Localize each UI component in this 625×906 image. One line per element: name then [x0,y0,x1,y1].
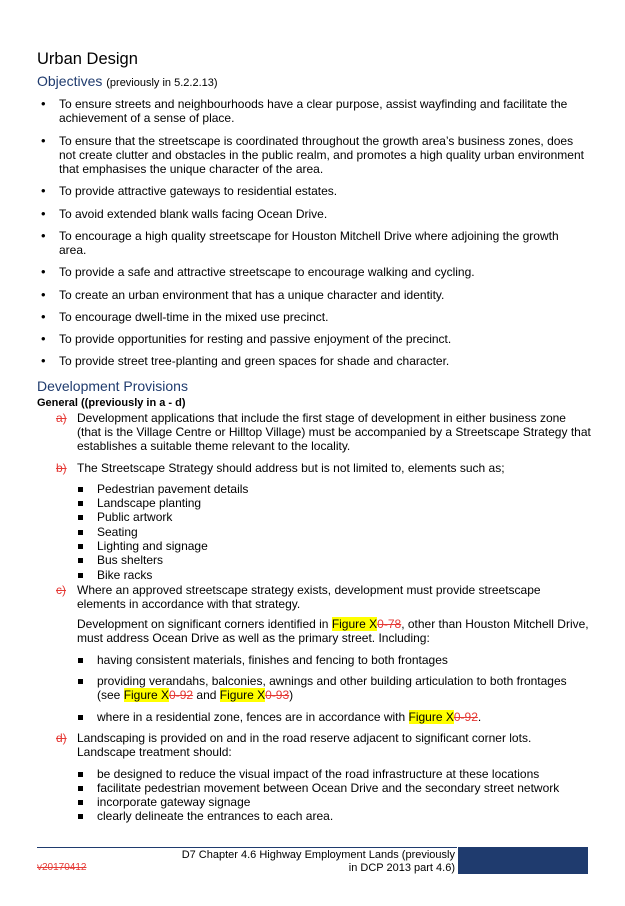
provision-letter: d) [56,731,67,745]
figure-reference[interactable]: Figure X [331,617,378,631]
provision-c [56,583,592,611]
footer-color-bar [458,847,588,874]
list-text: providing verandahs, balconies, awnings and other building articulation to both frontages (see [97,674,567,702]
section-heading: Urban Design [37,50,138,68]
footer-divider [37,847,457,848]
list-item: Lighting and signage [97,539,592,553]
objective-item: • To ensure that the streetscape is coordinated throughout the growth area’s business zones, does not create clutter and obstacles in the public realm, and promotes a high quality urban environment that emphasises the unique character of the area. [59,134,589,176]
deleted-text: 0-78 [377,617,402,631]
provision-text: Development applications that include the first stage of development in either business zone (that is the Village Centre or Hilltop Village) must be accompanied by a Streetscape Strategy that establishes a suitable theme relevant to the locality. [77,411,591,453]
list-item: facilitate pedestrian movement between Ocean Drive and the secondary street network [97,781,592,795]
list-text: . [477,710,482,724]
list-item: Public artwork [97,510,592,524]
list-text: where in a residential zone, fences are in accordance with [97,710,409,724]
provision-a [56,411,592,453]
footer-line-1: D7 Chapter 4.6 Highway Employment Lands (previously [181,849,455,861]
objective-item: • To encourage dwell-time in the mixed use precinct. [59,310,589,324]
footer-line-2: in DCP 2013 part 4.6) [348,862,455,874]
provision-text: The Streetscape Strategy should address but is not limited to, elements such as; [77,461,505,475]
objectives-title: Objectives [37,73,103,89]
list-item: be designed to reduce the visual impact of the road infrastructure at these locations [97,767,592,781]
objectives-note: (previously in 5.2.2.13) [106,77,218,89]
footer-version: v20170412 [37,862,87,873]
objective-item: • To provide attractive gateways to residential estates. [59,184,589,198]
list-text: ) [289,688,294,702]
list-text: and [193,688,220,702]
list-item: clearly delineate the entrances to each area. [97,809,592,823]
list-item: Seating [97,525,592,539]
list-item: Pedestrian pavement details [97,482,592,496]
objective-item: • To create an urban environment that has a unique character and identity. [59,288,589,302]
objective-item: • To provide street tree-planting and green spaces for shade and character. [59,354,589,368]
provisions-heading: Development Provisions [37,378,188,394]
deleted-text: 0-93 [265,688,290,702]
general-subheading: General ((previously in a - d) [37,397,186,409]
list-item: Bike racks [97,568,592,582]
deleted-text: 0-92 [453,710,478,724]
provision-text: Landscaping is provided on and in the road reserve adjacent to significant corner lots. Landscape treatment should: [77,731,532,759]
provision-text: Where an approved streetscape strategy exists, development must provide streetscape elements in accordance with that strategy. [77,583,541,611]
figure-reference[interactable]: Figure X [408,710,454,724]
provision-b [56,461,592,475]
objectives-heading [37,73,218,89]
list-item [97,710,592,724]
provision-d [56,731,592,759]
figure-reference[interactable]: Figure X [123,688,170,702]
objective-item: • To ensure streets and neighbourhoods have a clear purpose, assist wayfinding and facilitate the achievement of a sense of place. [59,97,589,125]
objective-item: • To avoid extended blank walls facing Ocean Drive. [59,207,589,221]
provision-letter: a) [56,411,67,425]
objective-item: • To provide opportunities for resting and passive enjoyment of the precinct. [59,332,589,346]
list-item [97,674,592,702]
list-item: having consistent materials, finishes and fencing to both frontages [97,653,592,667]
list-item: incorporate gateway signage [97,795,592,809]
objective-item: • To encourage a high quality streetscape for Houston Mitchell Drive where adjoining the growth area. [59,229,589,257]
paragraph-text: , other than Houston Mitchell Drive, must address Ocean Drive as well as the primary street. Including: [77,617,589,645]
list-item: Landscape planting [97,496,592,510]
list-item: Bus shelters [97,553,592,567]
deleted-text: 0-92 [169,688,194,702]
footer-title [155,849,455,875]
provision-letter: b) [56,461,67,475]
objective-item: • To provide a safe and attractive streetscape to encourage walking and cycling. [59,265,589,279]
paragraph-text: Development on significant corners identified in [77,617,332,631]
provision-letter: c) [56,583,66,597]
figure-reference[interactable]: Figure X [219,688,266,702]
corner-paragraph [77,617,592,645]
